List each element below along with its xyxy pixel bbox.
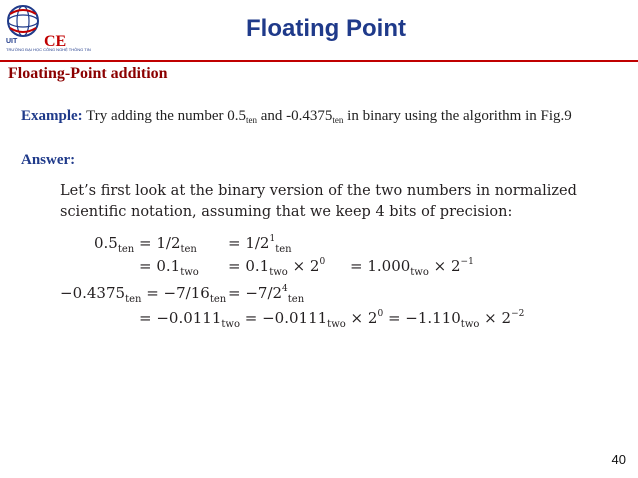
- example-label: Example:: [21, 108, 83, 124]
- eq-row-2-col-1: = $0.1_{two}$: [139, 257, 199, 278]
- excerpt-paragraph: Let’s first look at the binary version of the two numbers in normalized scientific notation, assuming that we keep 4 bits of precision:: [60, 183, 577, 220]
- eq-row-3-rhs: = $-7/2^4_{ten}$: [228, 284, 305, 305]
- eq-row-1-lhs: $0.5_{ten} = 1/2_{ten}$: [94, 234, 197, 255]
- logo-school-text: TRƯỜNG ĐẠI HỌC CÔNG NGHỆ THÔNG TIN: [6, 47, 91, 52]
- logo-uit-text: UIT: [6, 38, 18, 45]
- eq-row-3-lhs: $-0.4375_{ten} = -7/16_{ten}$: [60, 284, 227, 305]
- eq-row-2-col-3: = $1.000_{two} \times 2^{-1}$: [350, 257, 474, 278]
- title-divider: [0, 60, 638, 62]
- eq-row-1-rhs: = $1/2^1_{ten}$: [228, 234, 292, 255]
- answer-label: Answer:: [21, 152, 76, 168]
- example-sub-2: ten: [332, 115, 344, 125]
- eq-row-2-col-2: = $0.1_{two} \times 2^0$: [228, 257, 326, 278]
- slide-title: Floating Point: [246, 15, 406, 42]
- eq-row-4: = $-0.0111_{two} = -0.0111_{two} \times 2^0 = -1.110_{two} \times 2^{-2}$: [139, 309, 525, 330]
- example-text-2: and -0.4375: [257, 108, 333, 124]
- logo-ce-text: CE: [44, 33, 67, 50]
- example-text-1: Try adding the number 0.5: [82, 108, 247, 124]
- page-number: 40: [611, 452, 626, 467]
- example-text-3: in binary using the algorithm in Fig.9: [343, 108, 572, 124]
- example-line: [21, 108, 572, 125]
- slide-subtitle: Floating-Point addition: [8, 65, 168, 82]
- textbook-excerpt: [60, 181, 600, 330]
- example-sub-1: ten: [246, 115, 258, 125]
